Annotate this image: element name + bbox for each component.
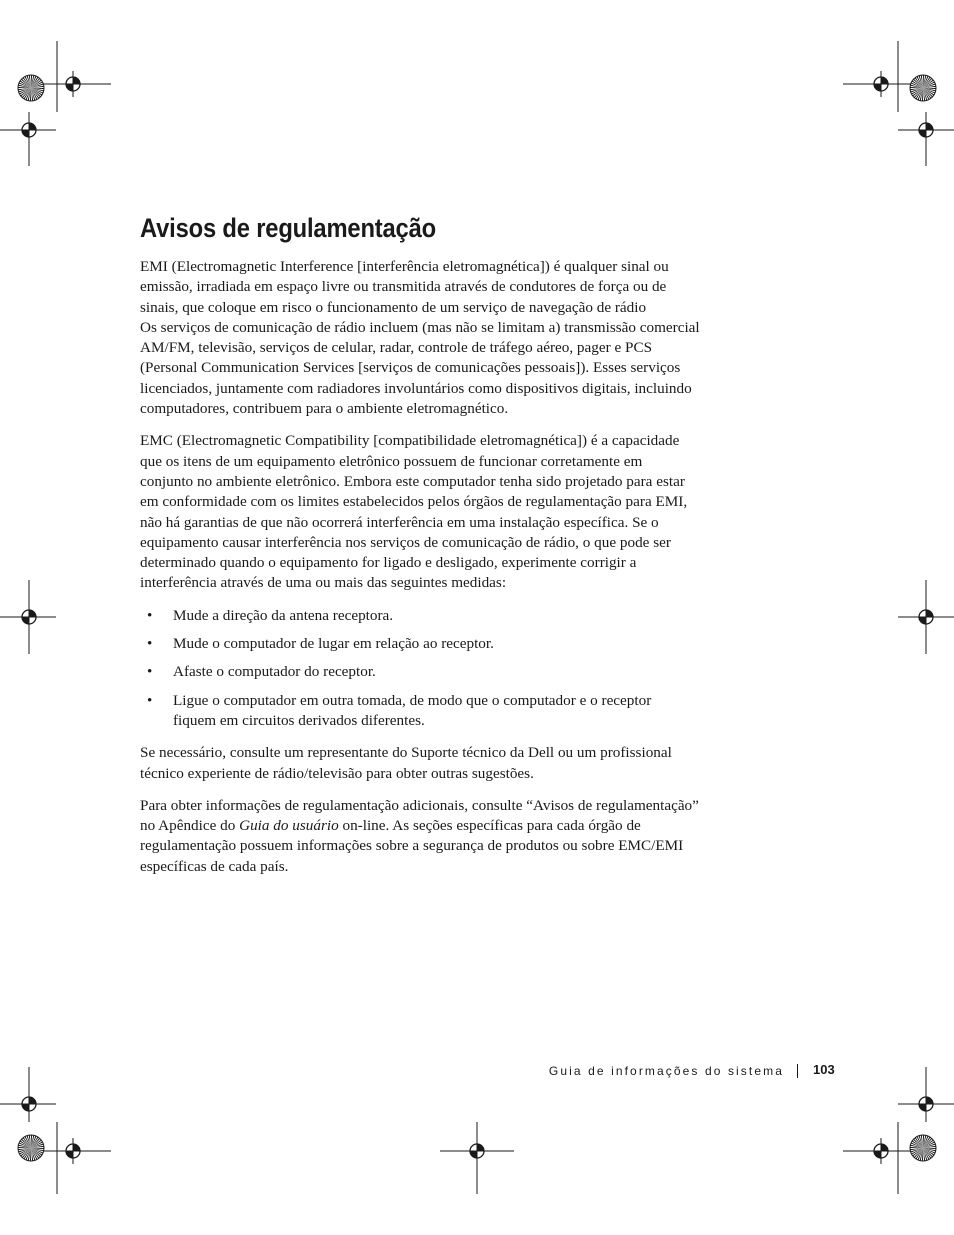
starburst-ray [19,88,31,95]
registration-mark-circle [874,77,888,91]
starburst-ray [30,1148,31,1161]
starburst-ray [18,1147,31,1148]
starburst-ray [915,1137,923,1148]
registration-mark-quadrant [22,617,29,624]
starburst-ray [923,1148,930,1160]
starburst-ray [19,1148,31,1155]
starburst-ray [31,1148,35,1161]
starburst-ray [923,1148,933,1157]
starburst-ray [18,1145,31,1148]
starburst-ray [31,1144,44,1148]
registration-mark-quadrant [22,1104,29,1111]
starburst-ray [923,75,924,88]
list-item: • Ligue o computador em outra tomada, de modo que o computador e o receptor fiquem em circuitos derivados diferentes. [147,691,652,729]
registration-mark-quadrant [470,1151,477,1158]
starburst-ray [923,1148,925,1161]
registration-mark-circle [22,1097,36,1111]
starburst-ray [915,77,923,88]
starburst-ray [923,1137,930,1148]
starburst-ray [29,1135,31,1148]
registration-mark-quadrant [919,130,926,137]
starburst-ray [916,1148,923,1159]
starburst-ray [911,83,923,88]
registration-mark-circle [22,123,36,137]
registration-mark-circle [919,123,933,137]
starburst-ray [923,82,935,89]
starburst-ray [910,1148,923,1150]
starburst-target [910,75,936,101]
starburst-ray [910,85,923,88]
starburst-ray [912,88,923,96]
registration-mark-circle [66,1144,80,1158]
starburst-ray [913,1139,923,1148]
starburst-ray [19,83,31,88]
starburst-ray [31,75,32,88]
starburst-ray [22,88,31,98]
starburst-ray [27,75,31,88]
starburst-ray [911,88,923,95]
starburst-ray [29,75,31,88]
starburst-ray [920,88,923,101]
starburst-target [910,1135,936,1161]
starburst-ray [920,1148,923,1161]
list-item: • Mude o computador de lugar em relação ao receptor. [140,634,730,654]
registration-mark-quadrant [29,1097,36,1104]
starburst-ray [923,1148,935,1153]
starburst-ray [923,78,932,88]
registration-mark-quadrant [66,84,73,91]
page-footer [0,1061,954,1081]
starburst-ray [31,1146,44,1148]
bullet: • [147,606,153,624]
starburst-ray [31,88,42,95]
starburst-ray [912,1141,923,1148]
starburst-ray [923,88,934,95]
starburst-ray [31,75,34,88]
starburst-ray [20,88,31,96]
starburst-ray [28,88,31,101]
starburst-target [18,1135,44,1161]
bullet: • [147,663,153,681]
starburst-ray [21,1139,31,1148]
starburst-ray [923,1144,936,1148]
starburst-ray [913,79,923,88]
starburst-ray [923,1148,936,1149]
starburst-ray [923,80,934,88]
starburst-ray [31,88,38,100]
starburst-ray [18,1148,31,1152]
starburst-ray [31,88,41,97]
starburst-ray [31,1148,41,1157]
starburst-ray [922,88,923,101]
starburst-ray [911,1148,923,1155]
starburst-ray [31,78,40,88]
starburst-ray [26,88,31,100]
starburst-ray [923,88,935,93]
starburst-ray [923,88,936,91]
footer-separator [797,1064,798,1078]
paragraph-emc: EMC (Electromagnetic Compatibility [compatibilidade eletromagnética]) é a capacidade que os itens de um equipamento eletrônico possuem de funcionar corretamente em conjunto no ambiente eletrônico. Embora este computador tenha sido projetado para estar em conformidade com os limites estabelecidos pelos órgãos de regulamentação para EMI, não há garantias de que não ocorrerá interferência em uma instalação específica. Se o equipamento causar interferência nos serviços de comunicação de rádio, o que pode ser determinado quando o equipamento for ligado e desligado, experimente corrigir a interferência através de uma ou mais das seguintes medidas: [140,432,688,592]
starburst-ray [916,88,923,99]
starburst-ray [923,1146,936,1148]
starburst-ray [31,1148,42,1155]
starburst-ray [917,1136,924,1148]
starburst-ray [31,1135,34,1148]
starburst-ray [923,1135,926,1148]
starburst-ray [23,77,31,88]
starburst-ray [914,88,923,98]
starburst-ray [20,1141,31,1148]
starburst-ray [31,88,44,91]
starburst-ray [31,77,38,88]
starburst-ray [919,1135,923,1148]
starburst-ray [923,88,925,101]
starburst-ray [24,88,31,99]
starburst-ray [923,84,936,88]
starburst-ray [31,1148,39,1159]
starburst-ray [31,86,44,88]
starburst-ray [923,88,927,101]
starburst-ray [923,1136,928,1148]
starburst-ray [24,1148,31,1159]
starburst-ray [31,76,36,88]
paragraph-emi: EMI (Electromagnetic Interference [interferência eletromagnética]) é qualquer sinal ou emissão, irradiada em espaço livre ou transmitida através de condutores de força ou de sinais, que coloque em risco o funcionamento de um serviço de navegação de rádio Os serviços de comunicação de rádio incluem (mas não se limitam a) transmissão comercial AM/FM, televisão, serviços de celular, radar, controle de tráfego aéreo, pager e PCS (Personal Communication Services [serviços de comunicações pessoais]). Esses serviços licenciados, juntamente com radiadores involuntários como dispositivos digitais, incluindo computadores, contribuem para o ambiente eletromagnético. [140,258,700,418]
starburst-ray [922,1148,923,1161]
registration-mark-circle [66,77,80,91]
guide-title-italic: Guia do usuário [239,817,339,835]
registration-mark-quadrant [926,123,933,130]
starburst-ray [30,88,31,101]
starburst-ray [31,88,39,99]
starburst-ray [31,88,33,101]
starburst-ray [923,75,926,88]
starburst-ray [912,1148,923,1156]
starburst-ray [31,1148,38,1160]
starburst-ray [18,88,31,90]
registration-mark-circle [919,610,933,624]
registration-mark-quadrant [919,617,926,624]
starburst-ray [26,1148,31,1160]
starburst-target [18,75,44,101]
starburst-ray [31,84,44,88]
starburst-ray [918,1148,923,1160]
registration-mark-circle [22,610,36,624]
starburst-ray [23,1137,31,1148]
starburst-ray [28,1148,31,1161]
registration-mark-quadrant [29,123,36,130]
starburst-ray [923,1148,934,1155]
starburst-ray [923,76,928,88]
starburst-ray [923,1142,935,1149]
starburst-ray [31,1135,32,1148]
registration-mark-circle [919,1097,933,1111]
starburst-ray [31,1140,42,1148]
starburst-ray [18,87,31,88]
starburst-ray [20,1148,31,1156]
starburst-ray [31,1142,43,1149]
paragraph-more-info: Para obter informações de regulamentação adicionais, consulte “Avisos de regulamentação” no Apêndice do Guia do usuário on-line. As seções específicas para cada órgão de regulamentação possuem informações sobre a segurança de produtos ou sobre EMC/EMI específicas de cada país. [140,796,699,875]
starburst-ray [911,1143,923,1148]
registration-mark-circle [470,1144,484,1158]
starburst-ray [31,1138,40,1148]
starburst-ray [923,88,931,99]
starburst-ray [31,80,42,88]
starburst-ray [31,1148,33,1161]
starburst-ray [912,81,923,88]
starburst-ray [923,1140,934,1148]
registration-mark-quadrant [881,1144,888,1151]
starburst-ray [923,1138,932,1148]
starburst-ray [19,1143,31,1148]
starburst-ray [18,85,31,88]
starburst-ray [31,1148,44,1151]
starburst-ray [923,1148,927,1161]
starburst-ray [917,76,924,88]
starburst-ray [31,1148,43,1153]
starburst-ray [918,88,923,100]
registration-mark-quadrant [73,77,80,84]
starburst-ray [923,86,936,88]
starburst-ray [921,75,923,88]
registration-mark-quadrant [874,84,881,91]
starburst-ray [25,76,32,88]
starburst-ray [910,1148,923,1152]
starburst-ray [910,87,923,88]
starburst-ray [910,88,923,92]
starburst-ray [31,1148,44,1149]
starburst-ray [923,88,933,97]
starburst-ray [921,1135,923,1148]
starburst-ray [910,1145,923,1148]
registration-mark-quadrant [66,1151,73,1158]
starburst-ray [923,88,930,100]
registration-mark-quadrant [919,1104,926,1111]
registration-mark-quadrant [926,610,933,617]
page-title: Avisos de regulamentação [140,213,436,243]
body-text [140,257,740,877]
starburst-ray [31,88,35,101]
list-item: • Afaste o computador do receptor. [140,662,730,682]
registration-mark-quadrant [73,1144,80,1151]
registration-mark-quadrant [881,77,888,84]
page-number: 103 [813,1062,835,1077]
registration-mark-quadrant [477,1144,484,1151]
starburst-ray [20,81,31,88]
registration-mark-quadrant [29,610,36,617]
starburst-ray [923,88,936,89]
starburst-ray [31,82,43,89]
footer-guide-title: Guia de informações do sistema [548,1064,784,1078]
starburst-ray [31,88,43,93]
registration-mark-quadrant [926,1097,933,1104]
starburst-ray [919,75,923,88]
starburst-ray [914,1148,923,1158]
bullet: • [147,691,153,709]
registration-mark-quadrant [874,1151,881,1158]
starburst-ray [18,88,31,92]
starburst-ray [910,1147,923,1148]
starburst-ray [22,1148,31,1158]
paragraph-support: Se necessário, consulte um representante do Suporte técnico da Dell ou um profissional técnico experiente de rádio/televisão para obter outras sugestões. [140,744,672,782]
starburst-ray [923,77,930,88]
starburst-ray [25,1136,32,1148]
bullet: • [147,635,153,653]
starburst-ray [923,1148,931,1159]
registration-mark-quadrant [22,130,29,137]
starburst-ray [31,1137,38,1148]
measures-list [140,606,740,731]
list-item: • Mude a direção da antena receptora. [140,606,730,626]
starburst-ray [923,1135,924,1148]
starburst-ray [923,1148,936,1151]
starburst-ray [27,1135,31,1148]
starburst-ray [910,88,923,90]
starburst-ray [31,1136,36,1148]
starburst-ray [31,88,44,89]
starburst-ray [21,79,31,88]
registration-mark-circle [874,1144,888,1158]
starburst-ray [18,1148,31,1150]
